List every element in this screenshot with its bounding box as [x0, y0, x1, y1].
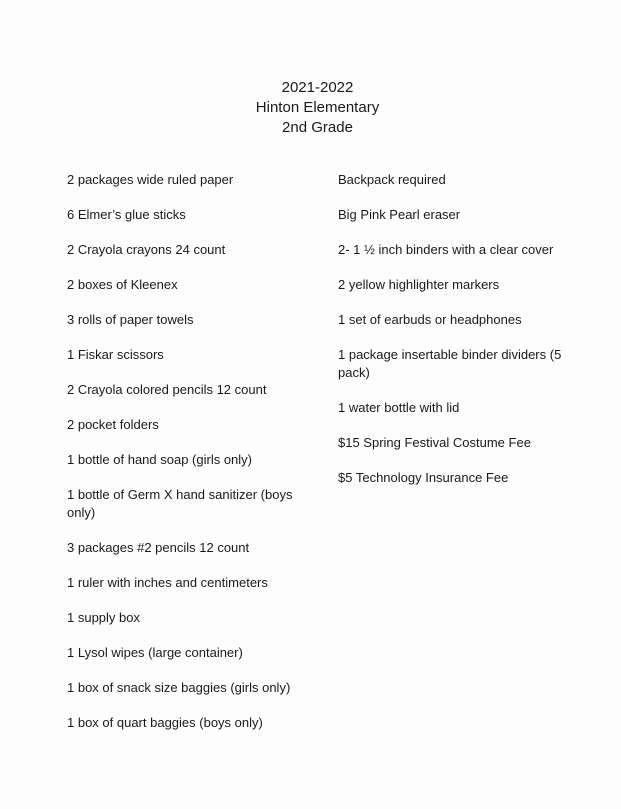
list-item: 1 water bottle with lid [338, 400, 460, 415]
list-item: 1 ruler with inches and centimeters [67, 575, 268, 590]
right-supply-list [338, 171, 578, 504]
list-item: 1 Lysol wipes (large container) [67, 645, 243, 660]
list-item: 1 package insertable binder dividers (5 pack) [338, 347, 562, 380]
list-item: Big Pink Pearl eraser [338, 207, 461, 222]
grade-level: 2nd Grade [282, 119, 353, 136]
list-item: 3 packages #2 pencils 12 count [67, 540, 250, 555]
school-name: Hinton Elementary [255, 99, 380, 116]
list-item: 1 bottle of hand soap (girls only) [67, 452, 252, 467]
list-item: 6 Elmer’s glue sticks [67, 207, 186, 222]
list-item: 2 boxes of Kleenex [67, 277, 178, 292]
list-item: 2- 1 ½ inch binders with a clear cover [338, 242, 554, 257]
school-year: 2021-2022 [281, 79, 354, 96]
list-item: 2 Crayola crayons 24 count [67, 242, 226, 257]
list-item: $5 Technology Insurance Fee [338, 470, 509, 485]
list-item: Backpack required [338, 172, 446, 187]
list-item: $15 Spring Festival Costume Fee [338, 435, 531, 450]
left-supply-list [67, 171, 307, 749]
list-item: 1 supply box [67, 610, 140, 625]
page-header [0, 78, 621, 138]
list-item: 1 bottle of Germ X hand sanitizer (boys only) [67, 487, 293, 520]
list-item: 1 set of earbuds or headphones [338, 312, 522, 327]
list-item: 2 yellow highlighter markers [338, 277, 500, 292]
list-item: 2 packages wide ruled paper [67, 172, 234, 187]
list-item: 2 pocket folders [67, 417, 159, 432]
list-item: 1 Fiskar scissors [67, 347, 164, 362]
list-item: 1 box of snack size baggies (girls only) [67, 680, 291, 695]
list-item: 2 Crayola colored pencils 12 count [67, 382, 267, 397]
list-item: 1 box of quart baggies (boys only) [67, 715, 263, 730]
list-item: 3 rolls of paper towels [67, 312, 194, 327]
